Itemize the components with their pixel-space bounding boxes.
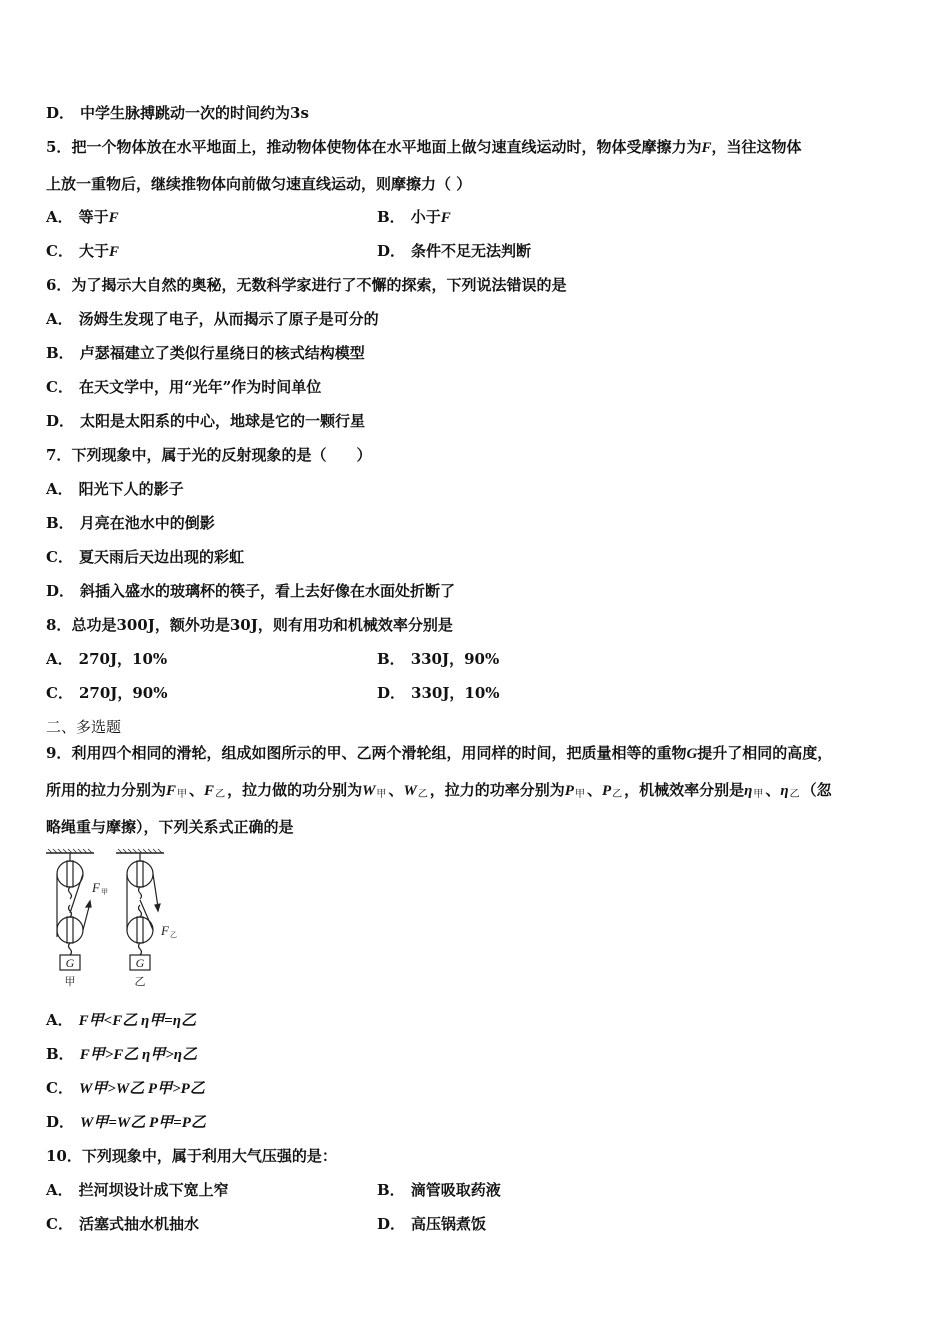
option-label: A． xyxy=(46,480,73,498)
option-text: 卢瑟福建立了类似行星绕日的核式结构模型 xyxy=(79,344,365,362)
q6-option-b xyxy=(46,343,365,363)
q6-option-a xyxy=(46,309,379,329)
q9-stem-line1 xyxy=(46,743,832,764)
option-label: C． xyxy=(46,684,73,702)
option-text: 条件不足无法判断 xyxy=(411,242,532,260)
weight-label: G xyxy=(135,956,145,970)
option-text: 330J，10% xyxy=(411,684,500,702)
q4-option-d xyxy=(46,103,309,123)
q8-stem xyxy=(46,615,453,635)
option-text: 小于 xyxy=(410,208,441,226)
subscript: 甲 xyxy=(376,789,387,800)
q9-stem-line3: 略绳重与摩擦），下列关系式正确的是 xyxy=(46,818,294,836)
option-label: B． xyxy=(377,208,405,226)
pulley-system-yi-icon xyxy=(116,849,164,970)
option-label: A． xyxy=(46,1011,73,1029)
question-number: 5． xyxy=(46,138,72,156)
variable: F xyxy=(108,244,119,260)
variable: η xyxy=(744,783,753,799)
option-text: 中学生脉搏跳动一次的时间约为3s xyxy=(80,104,309,122)
variable: F xyxy=(440,210,451,226)
stem-text: 为了揭示大自然的奥秘，无数科学家进行了不懈的探索，下列说法错误的是 xyxy=(71,276,567,294)
separator: 、 xyxy=(586,781,602,799)
stem-text: 提升了相同的高度， xyxy=(697,744,833,762)
option-text: 270J，90% xyxy=(78,684,168,702)
separator: 、 xyxy=(765,781,781,799)
q6-stem xyxy=(46,275,566,295)
option-text: 高压锅煮饭 xyxy=(411,1215,487,1233)
variable: P xyxy=(601,783,612,799)
stem-text: 下列现象中，属于利用大气压强的是： xyxy=(81,1147,337,1165)
q7-option-c xyxy=(46,547,244,567)
variable: F xyxy=(701,140,712,156)
question-number: 8． xyxy=(46,616,72,634)
pulley-system-jia-icon xyxy=(46,849,94,970)
q10-option-a xyxy=(46,1180,229,1200)
q5-option-c xyxy=(46,241,119,262)
option-label: A． xyxy=(46,650,73,668)
q10-option-b xyxy=(377,1180,501,1200)
option-label: D． xyxy=(377,684,406,702)
q7-option-d xyxy=(46,581,455,601)
option-label: D． xyxy=(46,412,75,430)
option-text: 月亮在池水中的倒影 xyxy=(79,514,215,532)
question-number: 10． xyxy=(46,1147,82,1165)
q5-option-b xyxy=(377,207,451,228)
stem-text: 利用四个相同的滑轮，组成如图所示的甲、乙两个滑轮组，用同样的时间，把质量相等的重物 xyxy=(71,744,687,762)
option-text: W甲=W乙 P甲=P乙 xyxy=(80,1115,206,1131)
force-label-jia: F xyxy=(92,880,100,895)
separator: 、 xyxy=(189,781,205,799)
option-label: A． xyxy=(46,310,73,328)
option-label: D． xyxy=(377,1215,406,1233)
stem-text: 所用的拉力分别为 xyxy=(46,781,167,799)
option-text: 大于 xyxy=(78,242,109,260)
q7-option-a xyxy=(46,479,184,499)
variable: G xyxy=(686,746,698,762)
option-text: 斜插入盛水的玻璃杯的筷子，看上去好像在水面处折断了 xyxy=(80,582,456,600)
option-label: C． xyxy=(46,548,73,566)
question-number: 6． xyxy=(46,276,72,294)
stem-text: 把一个物体放在水平地面上，推动物体使物体在水平地面上做匀速直线运动时，物体受摩擦力为 xyxy=(71,138,702,156)
option-text: 等于 xyxy=(78,208,109,226)
stem-text: ，机械效率分别是 xyxy=(624,781,745,799)
option-label: C． xyxy=(46,242,73,260)
option-label: D． xyxy=(46,104,75,122)
subscript: 乙 xyxy=(612,789,623,800)
q9-option-b xyxy=(46,1044,197,1065)
option-label: C． xyxy=(46,1215,73,1233)
q8-option-b xyxy=(377,649,499,669)
variable: P xyxy=(564,783,574,799)
question-number: 9． xyxy=(46,744,72,762)
option-text: 阳光下人的影子 xyxy=(78,480,184,498)
subscript: 乙 xyxy=(417,789,428,800)
option-text: 330J，90% xyxy=(410,650,500,668)
force-label-yi: F xyxy=(161,923,169,938)
q10-option-c xyxy=(46,1214,199,1234)
subscript: 乙 xyxy=(789,789,800,800)
variable: F xyxy=(108,210,119,226)
q5-option-a xyxy=(46,207,119,228)
option-label: D． xyxy=(46,1113,75,1131)
variable: W xyxy=(403,783,417,799)
weight-label: G xyxy=(65,956,75,970)
option-text: 滴管吸取药液 xyxy=(410,1181,501,1199)
section-title: 二、多选题 xyxy=(46,718,122,736)
q10-option-d xyxy=(377,1214,486,1234)
option-text: 汤姆生发现了电子，从而揭示了原子是可分的 xyxy=(78,310,379,328)
question-number: 7． xyxy=(46,446,72,464)
q9-stem-line2 xyxy=(46,780,832,805)
stem-text: ，当往这物体 xyxy=(711,138,802,156)
stem-text: 下列现象中，属于光的反射现象的是（ ） xyxy=(71,446,372,464)
option-label: B． xyxy=(377,1181,405,1199)
option-text: 夏天雨后天边出现的彩虹 xyxy=(78,548,244,566)
q5-option-d xyxy=(377,241,531,261)
option-text: F甲<F乙 η甲=η乙 xyxy=(78,1013,196,1029)
option-label: D． xyxy=(46,582,75,600)
subscript: 甲 xyxy=(574,789,585,800)
variable: η xyxy=(780,783,789,799)
option-text: W甲>W乙 P甲>P乙 xyxy=(78,1081,205,1097)
q10-stem xyxy=(46,1146,337,1166)
option-text: 太阳是太阳系的中心，地球是它的一颗行星 xyxy=(80,412,366,430)
stem-text: ，拉力的功率分别为 xyxy=(429,781,565,799)
force-subscript: 乙 xyxy=(170,931,177,939)
subscript: 甲 xyxy=(753,789,764,800)
q7-stem xyxy=(46,445,371,465)
option-label: A． xyxy=(46,208,73,226)
option-label: A． xyxy=(46,1181,73,1199)
stem-text: 总功是300J，额外功是30J，则有用功和机械效率分别是 xyxy=(71,616,453,634)
option-label: B． xyxy=(377,650,405,668)
separator: 、 xyxy=(388,781,404,799)
force-subscript: 甲 xyxy=(101,888,108,896)
option-text: 在天文学中，用“光年”作为时间单位 xyxy=(78,378,322,396)
option-label: B． xyxy=(46,344,74,362)
q5-stem-line2: 上放一重物后，继续推物体向前做匀速直线运动，则摩擦力（ ） xyxy=(46,175,472,193)
q6-option-c xyxy=(46,377,321,397)
variable: W xyxy=(362,783,376,799)
figure-caption-yi: 乙 xyxy=(134,975,146,988)
q8-option-a xyxy=(46,649,167,669)
option-label: C． xyxy=(46,378,73,396)
figure-caption-jia: 甲 xyxy=(64,975,76,988)
q9-option-d xyxy=(46,1112,206,1133)
option-label: C． xyxy=(46,1079,73,1097)
q6-option-d xyxy=(46,411,365,431)
option-label: B． xyxy=(46,1045,74,1063)
q9-option-a xyxy=(46,1010,196,1031)
variable: F xyxy=(166,783,177,799)
option-text: 270J，10% xyxy=(78,650,168,668)
option-text: 拦河坝设计成下宽上窄 xyxy=(78,1181,229,1199)
q7-option-b xyxy=(46,513,215,533)
q8-option-d xyxy=(377,683,500,703)
q8-option-c xyxy=(46,683,168,703)
option-label: B． xyxy=(46,514,74,532)
stem-text: （忽 xyxy=(801,781,832,799)
option-text: 活塞式抽水机抽水 xyxy=(78,1215,199,1233)
q5-stem-line1 xyxy=(46,137,801,158)
subscript: 甲 xyxy=(177,789,188,800)
variable: F xyxy=(204,783,215,799)
stem-text: ，拉力做的功分别为 xyxy=(227,781,363,799)
q9-option-c xyxy=(46,1078,205,1099)
subscript: 乙 xyxy=(215,789,226,800)
option-text: F甲>F乙 η甲>η乙 xyxy=(79,1047,198,1063)
option-label: D． xyxy=(377,242,406,260)
pulley-diagram xyxy=(40,845,200,1000)
